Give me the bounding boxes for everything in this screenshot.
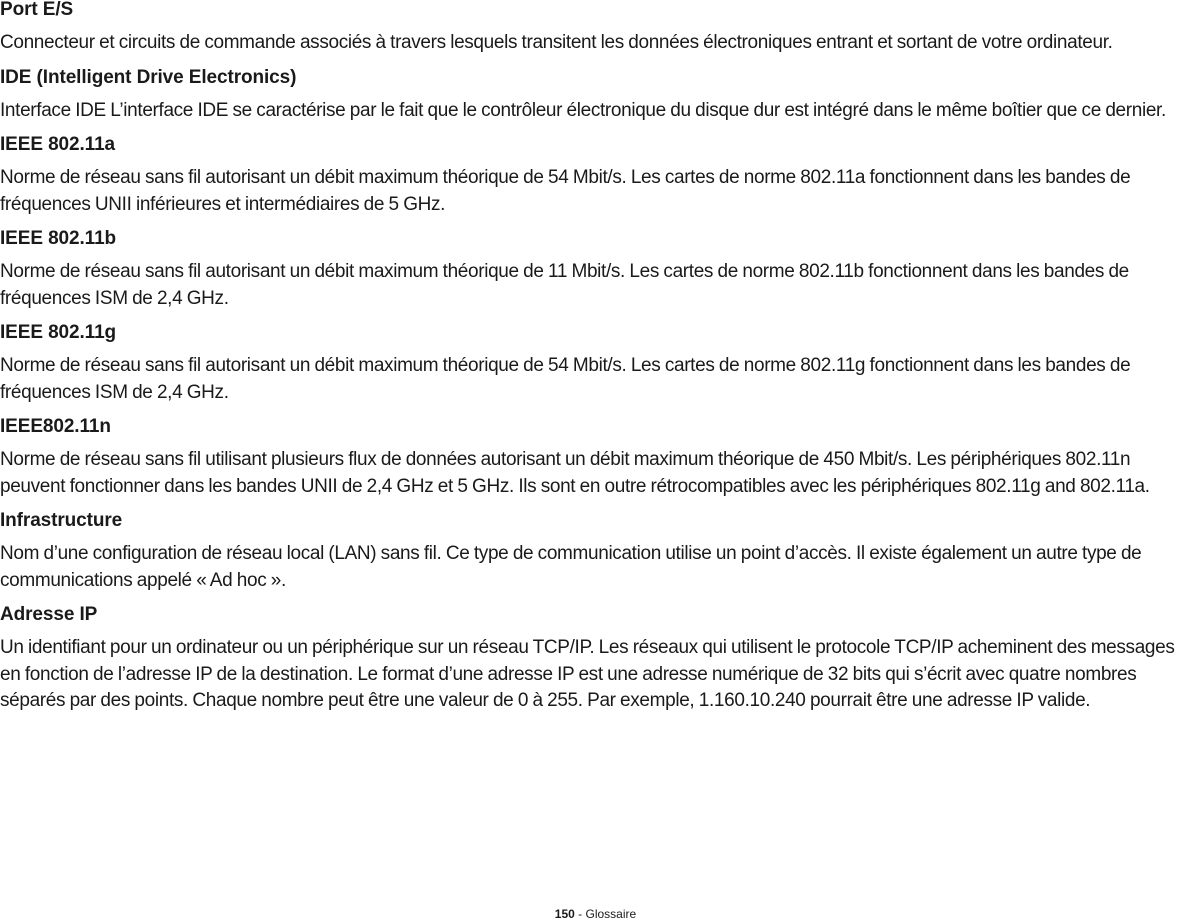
- glossary-term: Infrastructure: [0, 510, 123, 531]
- glossary-term: Port E/S: [0, 0, 74, 20]
- glossary-definition: Interface IDE L’interface IDE se caractérise par le fait que le contrôleur électronique du disque dur est intégré dans le même boîtier que ce dernier.: [0, 99, 1166, 121]
- glossary-entry-ide: [0, 66, 1191, 125]
- glossary-entry-adresse-ip: [0, 603, 1191, 715]
- glossary-definition: Un identifiant pour un ordinateur ou un périphérique sur un réseau TCP/IP. Les réseaux qui utilisent le protocole TCP/IP acheminent des messages en fonction de l’adresse IP de la destination. Le format d’une adresse IP est une adresse numérique de 32 bits qui s’écrit avec quatre nombres séparés par des points. Chaque nombre peut être une valeur de 0 à 255. Par exemple, 1.160.10.240 pourrait être une adresse IP valide.: [0, 637, 1175, 711]
- glossary-definition: Norme de réseau sans fil utilisant plusieurs flux de données autorisant un débit maximum théorique de 450 Mbit/s. Les périphériques 802.11n peuvent fonctionner dans les bandes UNII de 2,4 GHz et 5 GHz. Ils sont en outre rétrocompatibles avec les périphériques 802.11g and 802.11a.: [0, 449, 1150, 497]
- glossary-term: IDE (Intelligent Drive Electronics): [0, 66, 297, 88]
- glossary-entry-ieee-80211a: [0, 133, 1191, 218]
- glossary-entry-infrastructure: [0, 509, 1191, 594]
- glossary-definition: Norme de réseau sans fil autorisant un débit maximum théorique de 54 Mbit/s. Les cartes de norme 802.11a fonctionnent dans les bandes de fréquences UNII inférieures et intermédiaires de 5 GHz.: [0, 167, 1131, 215]
- glossary-term: Adresse IP: [0, 604, 98, 625]
- footer-section: Glossaire: [585, 907, 637, 921]
- glossary-term: IEEE 802.11a: [0, 134, 116, 155]
- page-footer: [0, 906, 1191, 922]
- glossary-entry-port-es: [0, 0, 1191, 57]
- glossary-entry-ieee-80211g: [0, 321, 1191, 406]
- page-number: 150: [554, 907, 575, 921]
- glossary-term: IEEE 802.11g: [0, 322, 117, 343]
- glossary-term: IEEE 802.11b: [0, 228, 117, 249]
- glossary-term: IEEE802.11n: [0, 416, 111, 437]
- glossary-entry-ieee-80211b: [0, 227, 1191, 312]
- glossary-definition: Norme de réseau sans fil autorisant un débit maximum théorique de 54 Mbit/s. Les cartes de norme 802.11g fonctionnent dans les bandes de fréquences ISM de 2,4 GHz.: [0, 355, 1131, 403]
- glossary-definition: Nom d’une configuration de réseau local (LAN) sans fil. Ce type de communication utilise un point d’accès. Il existe également un autre type de communications appelé « Ad hoc ».: [0, 543, 1142, 591]
- glossary-definition: Connecteur et circuits de commande associés à travers lesquels transitent les données électroniques entrant et sortant de votre ordinateur.: [0, 32, 1113, 53]
- footer-separator: -: [574, 907, 586, 921]
- glossary-definition: Norme de réseau sans fil autorisant un débit maximum théorique de 11 Mbit/s. Les cartes de norme 802.11b fonctionnent dans les bandes de fréquences ISM de 2,4 GHz.: [0, 261, 1129, 309]
- glossary-entry-ieee-80211n: [0, 415, 1191, 500]
